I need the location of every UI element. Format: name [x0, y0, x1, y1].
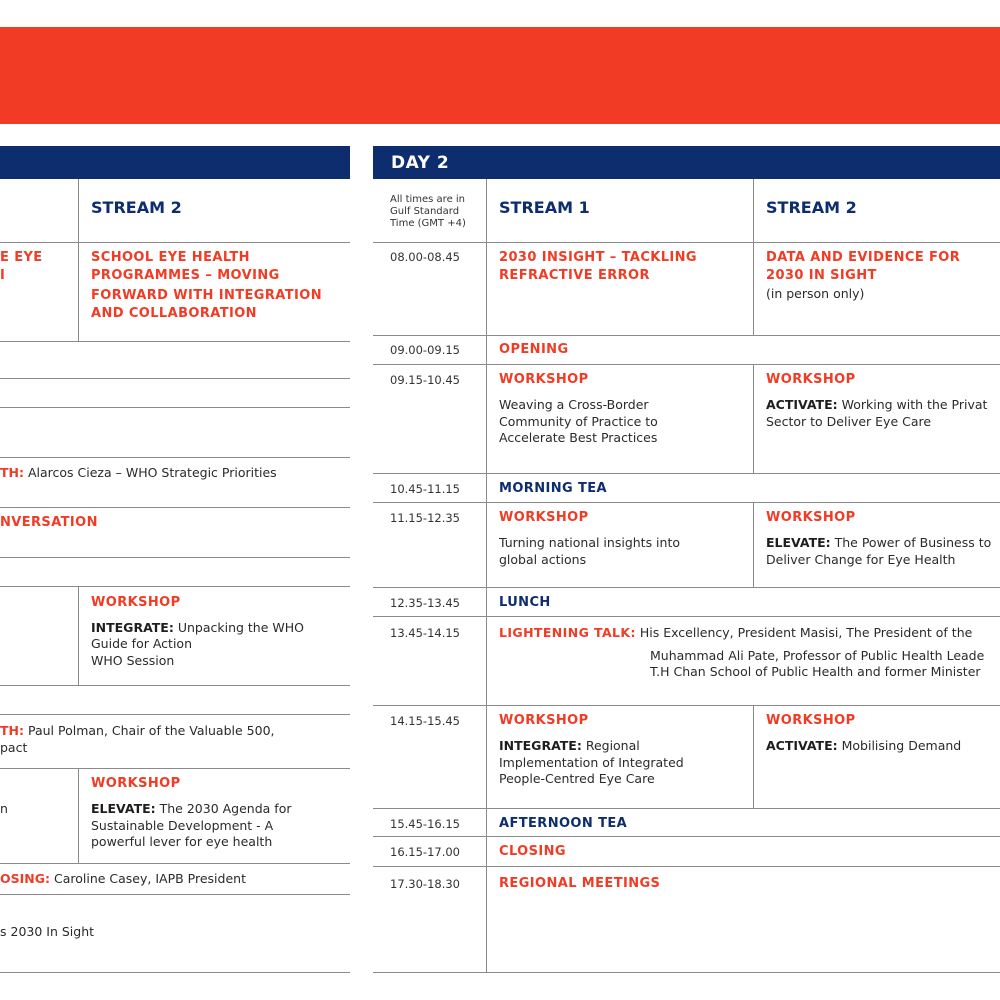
divider	[0, 768, 350, 769]
session-note: (in person only)	[766, 286, 865, 301]
left-session-title: E EYE	[0, 250, 43, 265]
time-slot: 11.15-12.35	[390, 511, 460, 525]
left-keynote: TH: Paul Polman, Chair of the Valuable 500,	[0, 723, 275, 738]
time-column-divider	[486, 179, 487, 973]
workshop-text: Weaving a Cross-Border	[499, 397, 649, 412]
left-session-title: PROGRAMMES – MOVING	[91, 268, 280, 283]
divider	[0, 586, 350, 587]
workshop-text: global actions	[499, 552, 587, 567]
session-title: 2030 INSIGHT – TACKLING	[499, 250, 697, 265]
divider	[373, 473, 1000, 474]
time-slot: 09.00-09.15	[390, 343, 460, 357]
left-keynote: pact	[0, 740, 28, 755]
divider	[0, 407, 350, 408]
divider	[78, 587, 79, 686]
time-slot: 09.15-10.45	[390, 373, 460, 387]
left-workshop-text: INTEGRATE: Unpacking the WHO	[91, 620, 304, 635]
stream-divider	[753, 179, 754, 335]
time-zone-note: All times are in	[390, 194, 466, 205]
divider	[0, 714, 350, 715]
day2-title: DAY 2	[391, 153, 450, 173]
time-slot: 08.00-08.45	[390, 250, 460, 264]
divider	[0, 557, 350, 558]
workshop-text: Implementation of Integrated	[499, 755, 684, 770]
left-session-title: FORWARD WITH INTEGRATION	[91, 288, 322, 303]
left-workshop-title: WORKSHOP	[91, 595, 181, 610]
workshop-text: INTEGRATE: Regional	[499, 738, 640, 753]
workshop-text: People-Centred Eye Care	[499, 771, 655, 786]
left-workshop-text: powerful lever for eye health	[91, 834, 273, 849]
left-closing: OSING: Caroline Casey, IAPB President	[0, 871, 246, 886]
workshop-text: Deliver Change for Eye Health	[766, 552, 956, 567]
time-slot: 12.35-13.45	[390, 596, 460, 610]
time-slot: 15.45-16.15	[390, 817, 460, 831]
divider	[373, 972, 1000, 973]
left-final-text: s 2030 In Sight	[0, 924, 95, 939]
workshop-text: Community of Practice to	[499, 414, 658, 429]
day2-header	[373, 146, 1000, 179]
divider	[0, 972, 350, 973]
divider	[373, 616, 1000, 617]
break-title: LUNCH	[499, 595, 551, 610]
time-slot: 16.15-17.00	[390, 845, 460, 859]
session-title: OPENING	[499, 342, 569, 357]
time-zone-note: Gulf Standard	[390, 206, 460, 217]
session-title: DATA AND EVIDENCE FOR	[766, 250, 961, 265]
divider	[0, 457, 350, 458]
workshop-text: Turning national insights into	[499, 535, 681, 550]
workshop-title: WORKSHOP	[499, 372, 589, 387]
lightening-talk-text: T.H Chan School of Public Health and former Minister	[650, 664, 981, 679]
workshop-title: WORKSHOP	[766, 372, 856, 387]
workshop-title: WORKSHOP	[499, 510, 589, 525]
divider	[373, 866, 1000, 867]
left-workshop-text: Guide for Action	[91, 636, 192, 651]
time-slot: 10.45-11.15	[390, 482, 460, 496]
lightening-talk-text: Muhammad Ali Pate, Professor of Public Health Leade	[650, 648, 985, 663]
workshop-text: ACTIVATE: Mobilising Demand	[766, 738, 962, 753]
session-title: REFRACTIVE ERROR	[499, 268, 650, 283]
workshop-title: WORKSHOP	[766, 713, 856, 728]
time-slot: 13.45-14.15	[390, 626, 460, 640]
left-workshop-text: Sustainable Development - A	[91, 818, 274, 833]
left-workshop-text: n	[0, 801, 8, 816]
day1-header	[0, 146, 350, 179]
session-title: 2030 IN SIGHT	[766, 268, 877, 283]
workshop-text: ACTIVATE: Working with the Privat	[766, 397, 988, 412]
time-zone-note: Time (GMT +4)	[390, 218, 466, 229]
workshop-text: Accelerate Best Practices	[499, 430, 658, 445]
divider	[78, 179, 79, 342]
left-conversation-title: NVERSATION	[0, 515, 98, 530]
workshop-text: ELEVATE: The Power of Business to	[766, 535, 992, 550]
left-workshop-title: WORKSHOP	[91, 776, 181, 791]
divider	[373, 364, 1000, 365]
divider	[0, 378, 350, 379]
stream-divider	[753, 365, 754, 473]
divider	[373, 242, 1000, 243]
stream2-header: STREAM 2	[766, 198, 857, 217]
divider	[0, 894, 350, 895]
top-banner	[0, 27, 1000, 124]
divider	[373, 808, 1000, 809]
divider	[373, 335, 1000, 336]
time-slot: 17.30-18.30	[390, 877, 460, 891]
divider	[373, 587, 1000, 588]
divider	[373, 836, 1000, 837]
divider	[0, 863, 350, 864]
stream-divider	[753, 502, 754, 587]
stream-divider	[753, 706, 754, 808]
left-session-title: I	[0, 268, 6, 283]
lightening-talk: LIGHTENING TALK: His Excellency, President Masisi, The President of the	[499, 625, 973, 640]
left-stream2-header: STREAM 2	[91, 198, 182, 217]
session-title: REGIONAL MEETINGS	[499, 876, 661, 891]
divider	[0, 685, 350, 686]
divider	[78, 769, 79, 863]
divider	[0, 341, 350, 342]
left-session-title: AND COLLABORATION	[91, 306, 257, 321]
stream1-header: STREAM 1	[499, 198, 590, 217]
break-title: AFTERNOON TEA	[499, 816, 628, 831]
left-session-title: SCHOOL EYE HEALTH	[91, 250, 250, 265]
divider	[373, 502, 1000, 503]
divider	[0, 507, 350, 508]
session-title: CLOSING	[499, 844, 566, 859]
break-title: MORNING TEA	[499, 481, 608, 496]
time-slot: 14.15-15.45	[390, 714, 460, 728]
left-keynote: TH: Alarcos Cieza – WHO Strategic Priorities	[0, 465, 277, 480]
workshop-title: WORKSHOP	[766, 510, 856, 525]
workshop-title: WORKSHOP	[499, 713, 589, 728]
left-workshop-text: WHO Session	[91, 653, 175, 668]
divider	[0, 242, 350, 243]
divider	[373, 705, 1000, 706]
workshop-text: Sector to Deliver Eye Care	[766, 414, 932, 429]
left-workshop-text: ELEVATE: The 2030 Agenda for	[91, 801, 292, 816]
